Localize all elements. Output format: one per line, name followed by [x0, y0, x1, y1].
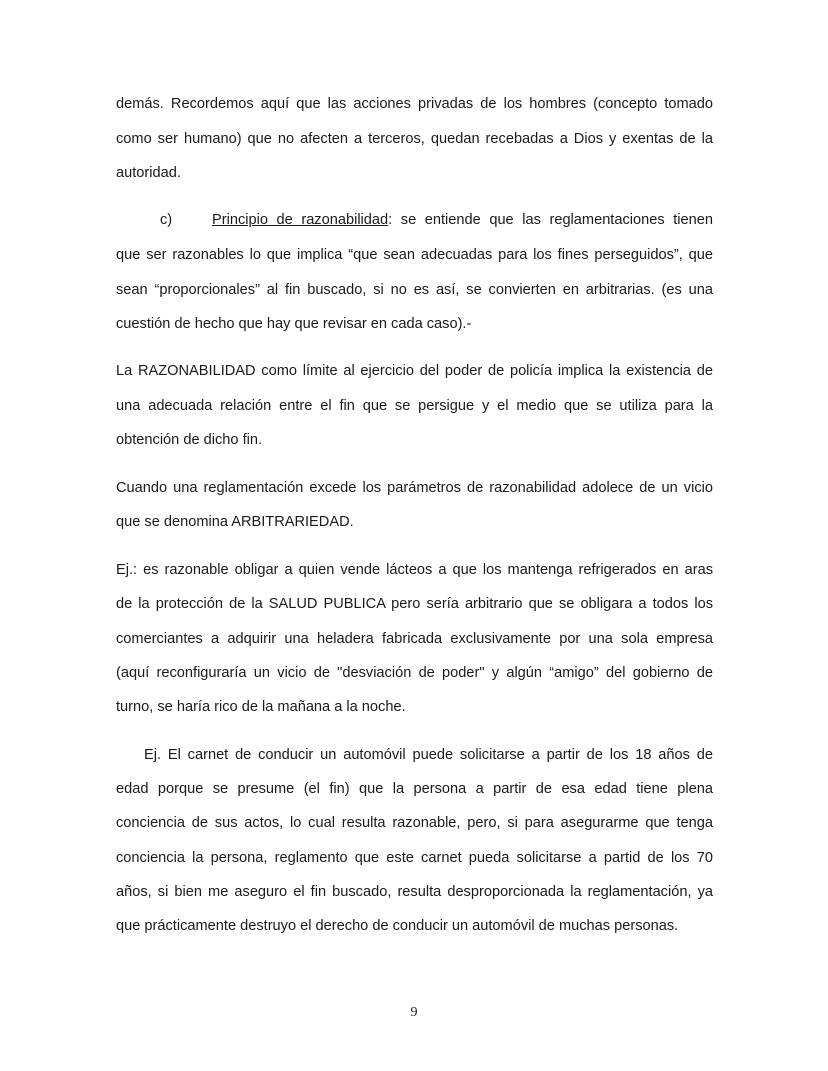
paragraph-6-line-3: conciencia de sus actos, lo cual resulta razonable, pero, si para asegurarme que tenga: [116, 815, 713, 831]
paragraph-6-line-1: Ej. El carnet de conducir un automóvil puede solicitarse a partir de los 18 años de: [144, 747, 713, 763]
paragraph-1-line-1: demás. Recordemos aquí que las acciones privadas de los hombres (concepto tomado: [116, 96, 713, 112]
paragraph-3-line-1: La RAZONABILIDAD como límite al ejercicio del poder de policía implica la existencia de: [116, 363, 713, 379]
paragraph-1-line-2: como ser humano) que no afecten a terceros, quedan recebadas a Dios y exentas de la: [116, 131, 713, 147]
list-label-c: c): [160, 212, 173, 228]
paragraph-5-line-3: comerciantes a adquirir una heladera fabricada exclusivamente por una sola empresa: [116, 631, 713, 647]
principle-title: Principio de razonabilidad: [212, 212, 389, 228]
paragraph-3-line-2: una adecuada relación entre el fin que se persigue y el medio que se utiliza para la: [116, 398, 713, 414]
paragraph-1-line-3: autoridad.: [116, 165, 181, 181]
paragraph-4-line-2: que se denomina ARBITRARIEDAD.: [116, 514, 354, 530]
paragraph-5-line-1: Ej.: es razonable obligar a quien vende lácteos a que los mantenga refrigerados en aras: [116, 562, 713, 578]
paragraph-2-line-2: que ser razonables lo que implica “que sean adecuadas para los fines perseguidos”, que: [116, 247, 713, 263]
paragraph-6-line-6: que prácticamente destruyo el derecho de conducir un automóvil de muchas personas.: [116, 918, 679, 934]
paragraph-3-line-3: obtención de dicho fin.: [116, 432, 263, 448]
paragraph-6-line-4: conciencia la persona, reglamento que este carnet pueda solicitarse a partid de los 70: [116, 850, 713, 866]
paragraph-2-line-3: sean “proporcionales” al fin buscado, si no es así, se convierten en arbitrarias. (es una: [116, 282, 713, 298]
paragraph-5-line-4: (aquí reconfiguraría un vicio de "desviación de poder" y algún “amigo” del gobierno de: [116, 665, 713, 681]
paragraph-2-line-1: [160, 210, 713, 230]
paragraph-2-line-1-rest: : se entiende que las reglamentaciones tienen: [388, 212, 713, 228]
paragraph-6-line-2: edad porque se presume (el fin) que la persona a partir de esa edad tiene plena: [116, 781, 713, 797]
paragraph-6-line-5: años, si bien me aseguro el fin buscado, resulta desproporcionada la reglamentación, ya: [116, 884, 713, 900]
paragraph-4-line-1: Cuando una reglamentación excede los parámetros de razonabilidad adolece de un vicio: [116, 480, 713, 496]
paragraph-5-line-2: de la protección de la SALUD PUBLICA pero sería arbitrario que se obligara a todos los: [116, 596, 713, 612]
page-number: 9: [410, 1005, 418, 1020]
paragraph-5-line-5: turno, se haría rico de la mañana a la noche.: [116, 699, 406, 715]
paragraph-2-line-4: cuestión de hecho que hay que revisar en cada caso).-: [116, 316, 472, 332]
